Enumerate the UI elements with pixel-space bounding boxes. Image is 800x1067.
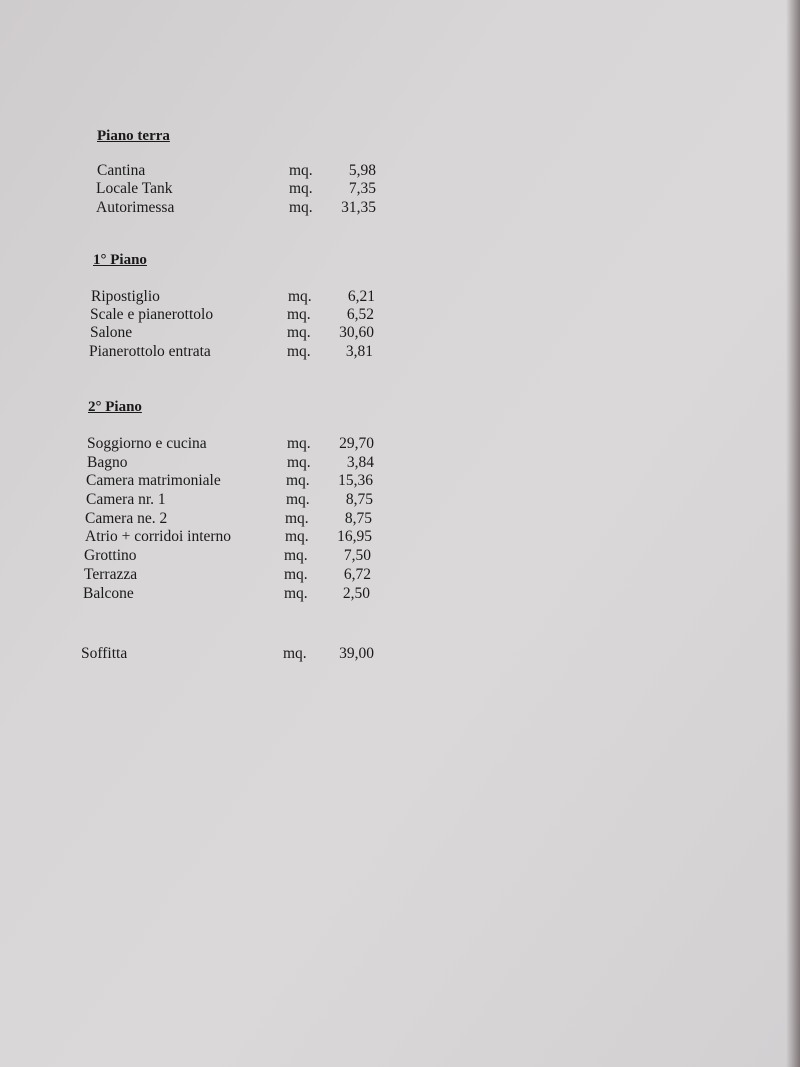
item-unit: mq. xyxy=(283,645,307,662)
item-label: Salone xyxy=(90,324,133,341)
item-value: 16,95 xyxy=(337,528,372,545)
list-item xyxy=(86,491,386,510)
item-unit: mq. xyxy=(287,324,311,341)
item-unit: mq. xyxy=(287,454,311,471)
item-value: 7,35 xyxy=(348,180,376,197)
list-item xyxy=(90,306,385,325)
item-label: Soggiorno e cucina xyxy=(87,435,207,452)
item-unit: mq. xyxy=(286,491,310,508)
item-value: 2,50 xyxy=(342,585,370,602)
item-unit: mq. xyxy=(288,288,312,305)
item-unit: mq. xyxy=(284,566,308,583)
item-unit: mq. xyxy=(289,180,313,197)
item-label: Bagno xyxy=(87,454,128,471)
item-unit: mq. xyxy=(286,472,310,489)
list-item xyxy=(96,180,386,199)
item-label: Ripostiglio xyxy=(91,288,160,305)
list-item xyxy=(84,566,384,585)
item-label: Soffitta xyxy=(81,645,128,662)
list-item xyxy=(83,585,383,604)
item-value: 15,36 xyxy=(338,472,373,489)
list-item xyxy=(90,324,385,343)
item-value: 8,75 xyxy=(344,510,372,527)
item-label: Autorimessa xyxy=(96,199,175,216)
item-label: Pianerottolo entrata xyxy=(89,343,211,360)
list-item xyxy=(86,472,386,491)
item-unit: mq. xyxy=(284,547,308,564)
item-unit: mq. xyxy=(285,528,309,545)
list-item xyxy=(85,510,385,529)
item-label: Balcone xyxy=(83,585,134,602)
list-item xyxy=(89,343,384,362)
item-value: 39,00 xyxy=(339,645,374,662)
item-value: 8,75 xyxy=(345,491,373,508)
list-item xyxy=(87,454,387,473)
item-unit: mq. xyxy=(287,306,311,323)
heading-primo-piano: 1° Piano xyxy=(93,252,147,268)
heading-secondo-piano: 2° Piano xyxy=(88,399,142,415)
list-item xyxy=(91,288,386,307)
item-label: Cantina xyxy=(97,162,146,179)
heading-piano-terra: Piano terra xyxy=(97,128,170,144)
item-unit: mq. xyxy=(285,510,309,527)
item-unit: mq. xyxy=(284,585,308,602)
item-unit: mq. xyxy=(287,343,311,360)
item-value: 6,52 xyxy=(346,306,374,323)
list-item-soffitta xyxy=(81,645,386,664)
item-value: 7,50 xyxy=(343,547,371,564)
item-value: 31,35 xyxy=(341,199,376,216)
list-item xyxy=(87,435,387,454)
item-label: Camera nr. 1 xyxy=(86,491,166,508)
item-unit: mq. xyxy=(289,199,313,216)
item-label: Scale e pianerottolo xyxy=(90,306,214,323)
item-value: 29,70 xyxy=(339,435,374,452)
list-item xyxy=(84,547,384,566)
item-value: 6,72 xyxy=(343,566,371,583)
item-label: Locale Tank xyxy=(96,180,173,197)
item-value: 3,84 xyxy=(346,454,374,471)
item-value: 6,21 xyxy=(347,288,375,305)
item-unit: mq. xyxy=(287,435,311,452)
item-value: 3,81 xyxy=(345,343,373,360)
item-label: Camera ne. 2 xyxy=(85,510,168,527)
item-label: Terrazza xyxy=(84,566,138,583)
list-item xyxy=(97,162,387,181)
item-value: 5,98 xyxy=(348,162,376,179)
item-value: 30,60 xyxy=(339,324,374,341)
item-label: Grottino xyxy=(84,547,137,564)
item-label: Camera matrimoniale xyxy=(86,472,221,489)
list-item xyxy=(85,528,385,547)
item-label: Atrio + corridoi interno xyxy=(85,528,232,545)
item-unit: mq. xyxy=(289,162,313,179)
list-item xyxy=(96,199,386,218)
